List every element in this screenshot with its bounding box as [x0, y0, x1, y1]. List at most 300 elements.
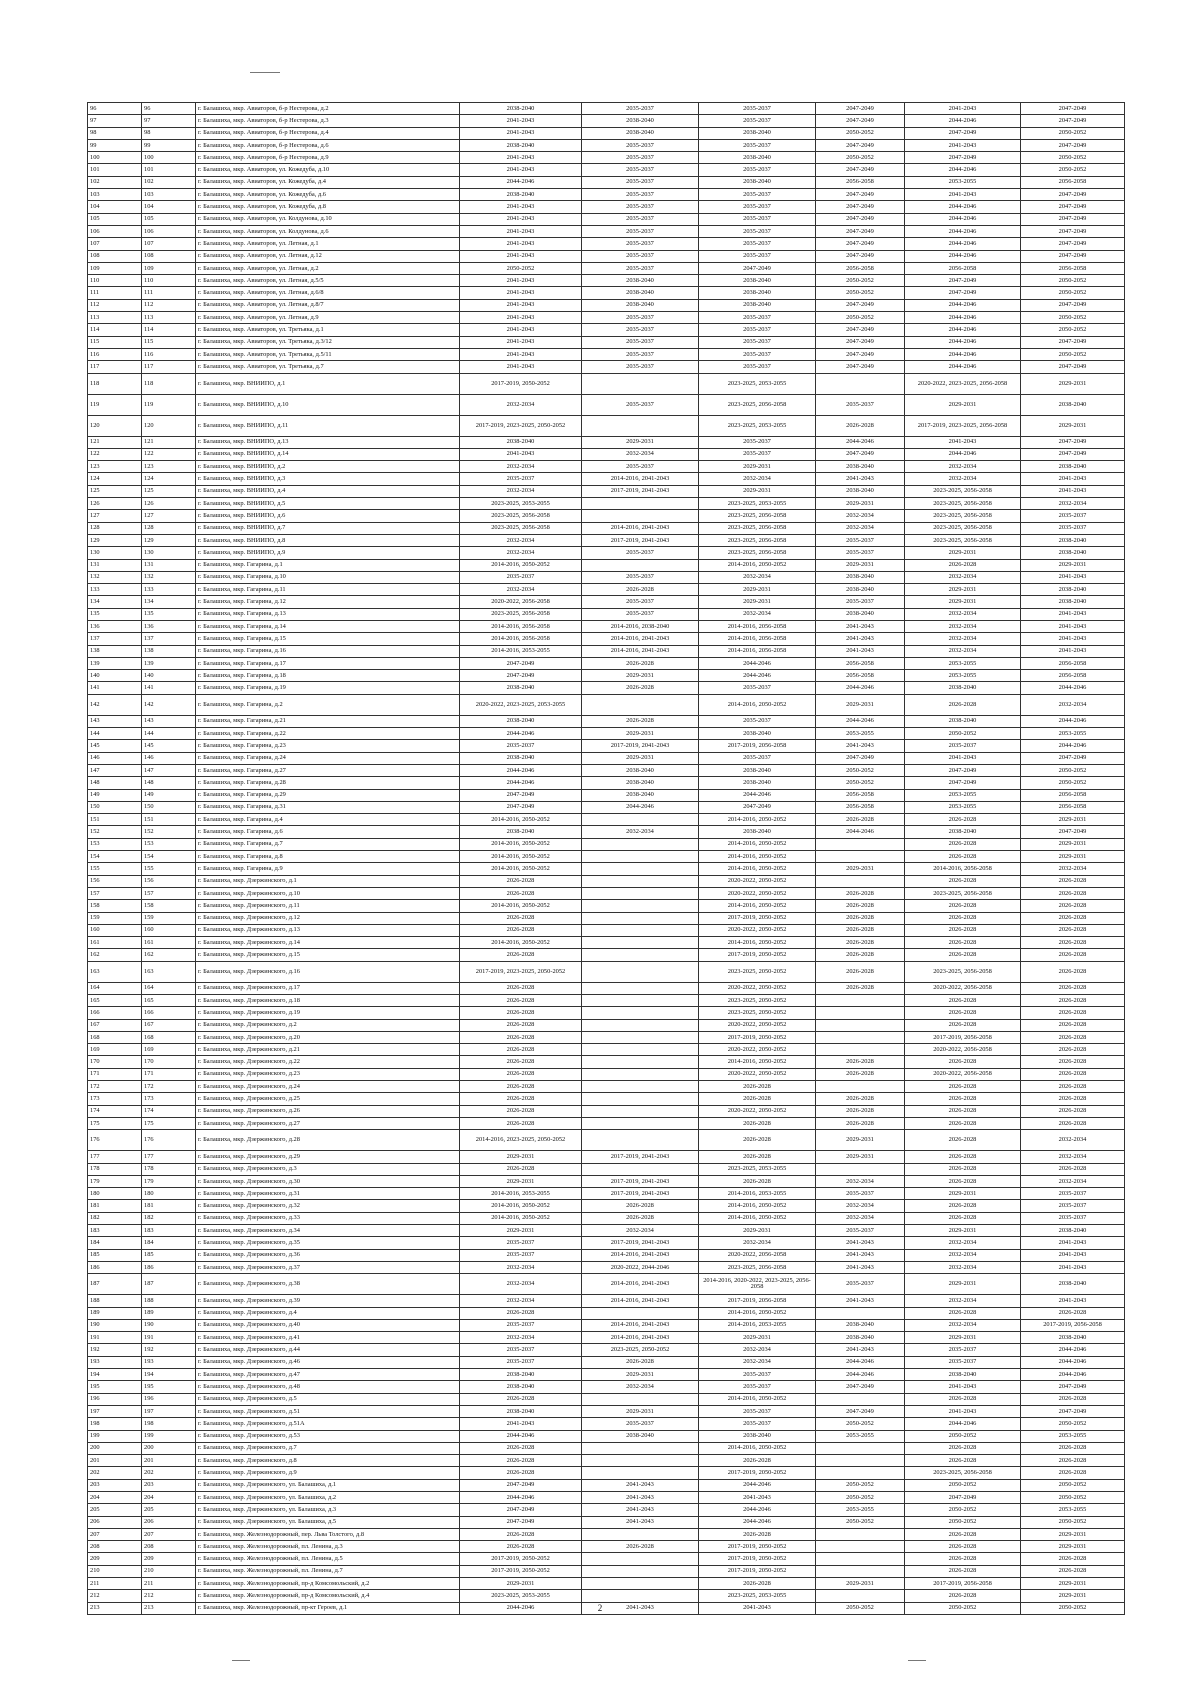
- year-range-cell: 2038-2040: [816, 1319, 905, 1331]
- address-cell: г. Балашиха, мкр. Гагарина, д.22: [196, 728, 460, 740]
- row-number-cell: 140: [88, 670, 142, 682]
- year-range-cell: 2026-2028: [460, 1019, 582, 1031]
- row-number-cell: 196: [142, 1393, 196, 1405]
- table-row: [88, 1019, 1125, 1031]
- year-range-cell: 2038-2040: [699, 127, 816, 139]
- year-range-cell: 2026-2028: [816, 1117, 905, 1129]
- year-range-cell: 2026-2028: [582, 584, 699, 596]
- row-number-cell: 98: [142, 127, 196, 139]
- row-number-cell: 110: [88, 275, 142, 287]
- address-cell: г. Балашиха, мкр. Железнодорожный, пр-кт Героев, д.1: [196, 1602, 460, 1614]
- year-range-cell: 2047-2049: [699, 262, 816, 274]
- table-row: [88, 1249, 1125, 1261]
- year-range-cell: 2014-2016, 2050-2052: [699, 900, 816, 912]
- year-range-cell: 2038-2040: [816, 571, 905, 583]
- table-row: [88, 1225, 1125, 1237]
- address-cell: г. Балашиха, мкр. Дзержинского, д.9: [196, 1467, 460, 1479]
- row-number-cell: 195: [142, 1381, 196, 1393]
- year-range-cell: 2032-2034: [1021, 1130, 1125, 1151]
- year-range-cell: 2035-2037: [582, 596, 699, 608]
- year-range-cell: 2014-2016, 2050-2052: [699, 559, 816, 571]
- address-cell: г. Балашиха, мкр. ВНИИПО, д.13: [196, 436, 460, 448]
- year-range-cell: 2041-2043: [460, 324, 582, 336]
- year-range-cell: 2041-2043: [582, 1491, 699, 1503]
- year-range-cell: 2035-2037: [699, 225, 816, 237]
- year-range-cell: 2044-2046: [460, 1430, 582, 1442]
- year-range-cell: [582, 1455, 699, 1467]
- year-range-cell: 2047-2049: [816, 250, 905, 262]
- address-cell: г. Балашиха, мкр. Гагарина, д.16: [196, 645, 460, 657]
- year-range-cell: 2017-2019, 2041-2043: [582, 740, 699, 752]
- row-number-cell: 99: [88, 139, 142, 151]
- year-range-cell: 2026-2028: [1021, 875, 1125, 887]
- year-range-cell: 2017-2019, 2023-2025, 2056-2058: [905, 415, 1021, 436]
- year-range-cell: [582, 814, 699, 826]
- table-row: [88, 1504, 1125, 1516]
- year-range-cell: [582, 1578, 699, 1590]
- year-range-cell: 2035-2037: [699, 103, 816, 115]
- year-range-cell: 2032-2034: [460, 1274, 582, 1295]
- address-cell: г. Балашиха, мкр. Дзержинского, д.16: [196, 961, 460, 982]
- year-range-cell: 2026-2028: [460, 887, 582, 899]
- year-range-cell: 2035-2037: [699, 682, 816, 694]
- year-range-cell: 2023-2025, 2056-2058: [905, 522, 1021, 534]
- year-range-cell: 2035-2037: [582, 238, 699, 250]
- year-range-cell: 2026-2028: [905, 1307, 1021, 1319]
- table-row: [88, 694, 1125, 715]
- row-number-cell: 124: [142, 473, 196, 485]
- year-range-cell: 2020-2022, 2050-2052: [699, 982, 816, 994]
- year-range-cell: 2026-2028: [460, 1117, 582, 1129]
- row-number-cell: 191: [142, 1332, 196, 1344]
- row-number-cell: 111: [142, 287, 196, 299]
- table-row: [88, 1590, 1125, 1602]
- row-number-cell: 123: [88, 461, 142, 473]
- year-range-cell: 2017-2019, 2041-2043: [582, 534, 699, 546]
- year-range-cell: 2038-2040: [1021, 1274, 1125, 1295]
- year-range-cell: 2014-2016, 2041-2043: [582, 645, 699, 657]
- table-row: [88, 1212, 1125, 1224]
- year-range-cell: 2041-2043: [816, 473, 905, 485]
- year-range-cell: 2047-2049: [816, 1381, 905, 1393]
- year-range-cell: 2035-2037: [699, 139, 816, 151]
- address-cell: г. Балашиха, мкр. Дзержинского, д.31: [196, 1188, 460, 1200]
- year-range-cell: 2050-2052: [1021, 324, 1125, 336]
- row-number-cell: 158: [88, 900, 142, 912]
- year-range-cell: 2020-2022, 2050-2052: [699, 1044, 816, 1056]
- address-cell: г. Балашиха, мкр. Гагарина, д.28: [196, 777, 460, 789]
- year-range-cell: 2038-2040: [460, 436, 582, 448]
- year-range-cell: 2029-2031: [905, 1332, 1021, 1344]
- year-range-cell: 2035-2037: [699, 1405, 816, 1417]
- address-cell: г. Балашиха, мкр. Авиаторов, ул. Колдунова, д.10: [196, 213, 460, 225]
- year-range-cell: 2056-2058: [1021, 670, 1125, 682]
- year-range-cell: 2029-2031: [582, 1405, 699, 1417]
- row-number-cell: 169: [142, 1044, 196, 1056]
- row-number-cell: 148: [142, 777, 196, 789]
- year-range-cell: [582, 1442, 699, 1454]
- year-range-cell: 2038-2040: [1021, 584, 1125, 596]
- row-number-cell: 138: [88, 645, 142, 657]
- year-range-cell: 2026-2028: [1021, 912, 1125, 924]
- table-row: [88, 1031, 1125, 1043]
- year-range-cell: 2047-2049: [905, 1491, 1021, 1503]
- year-range-cell: [816, 1031, 905, 1043]
- year-range-cell: 2047-2049: [460, 670, 582, 682]
- address-cell: г. Балашиха, мкр. Дзержинского, д.19: [196, 1007, 460, 1019]
- year-range-cell: 2029-2031: [699, 1225, 816, 1237]
- year-range-cell: 2035-2037: [582, 152, 699, 164]
- table-row: [88, 1081, 1125, 1093]
- row-number-cell: 179: [142, 1175, 196, 1187]
- row-number-cell: 119: [142, 394, 196, 415]
- year-range-cell: 2026-2028: [905, 559, 1021, 571]
- row-number-cell: 204: [142, 1491, 196, 1503]
- year-range-cell: 2041-2043: [905, 436, 1021, 448]
- year-range-cell: 2050-2052: [816, 1516, 905, 1528]
- year-range-cell: 2026-2028: [905, 1200, 1021, 1212]
- year-range-cell: 2026-2028: [582, 1356, 699, 1368]
- address-cell: г. Балашиха, мкр. Дзержинского, ул. Балашиха, д.5: [196, 1516, 460, 1528]
- year-range-cell: 2038-2040: [582, 764, 699, 776]
- year-range-cell: 2047-2049: [460, 657, 582, 669]
- address-cell: г. Балашиха, мкр. Авиаторов, б-р Нестерова, д.2: [196, 103, 460, 115]
- year-range-cell: 2026-2028: [905, 1019, 1021, 1031]
- year-range-cell: 2026-2028: [905, 875, 1021, 887]
- year-range-cell: 2026-2028: [460, 1442, 582, 1454]
- address-cell: г. Балашиха, мкр. Дзержинского, д.13: [196, 924, 460, 936]
- table-row: [88, 1467, 1125, 1479]
- year-range-cell: 2038-2040: [460, 1405, 582, 1417]
- row-number-cell: 153: [142, 838, 196, 850]
- year-range-cell: 2044-2046: [699, 789, 816, 801]
- table-row: [88, 620, 1125, 632]
- table-row: [88, 189, 1125, 201]
- year-range-cell: 2032-2034: [460, 547, 582, 559]
- year-range-cell: 2023-2025, 2053-2055: [699, 415, 816, 436]
- year-range-cell: 2035-2037: [460, 1249, 582, 1261]
- row-number-cell: 149: [142, 789, 196, 801]
- year-range-cell: 2026-2028: [1021, 1068, 1125, 1080]
- year-range-cell: 2035-2037: [816, 1274, 905, 1295]
- address-cell: г. Балашиха, мкр. Дзержинского, д.46: [196, 1356, 460, 1368]
- row-number-cell: 168: [142, 1031, 196, 1043]
- row-number-cell: 200: [88, 1442, 142, 1454]
- year-range-cell: 2041-2043: [582, 1479, 699, 1491]
- year-range-cell: 2017-2019, 2056-2058: [905, 1031, 1021, 1043]
- row-number-cell: 181: [142, 1200, 196, 1212]
- year-range-cell: 2047-2049: [460, 789, 582, 801]
- year-range-cell: 2035-2037: [1021, 1200, 1125, 1212]
- year-range-cell: 2035-2037: [582, 394, 699, 415]
- year-range-cell: 2026-2028: [1021, 961, 1125, 982]
- row-number-cell: 167: [142, 1019, 196, 1031]
- address-cell: г. Балашиха, мкр. Авиаторов, ул. Кожедуба, д.10: [196, 164, 460, 176]
- year-range-cell: 2047-2049: [816, 213, 905, 225]
- year-range-cell: 2032-2034: [1021, 694, 1125, 715]
- row-number-cell: 141: [142, 682, 196, 694]
- year-range-cell: 2050-2052: [905, 1479, 1021, 1491]
- address-cell: г. Балашиха, мкр. Гагарина, д.1: [196, 559, 460, 571]
- year-range-cell: 2026-2028: [905, 838, 1021, 850]
- table-row: [88, 584, 1125, 596]
- year-range-cell: 2047-2049: [1021, 299, 1125, 311]
- row-number-cell: 190: [142, 1319, 196, 1331]
- year-range-cell: 2038-2040: [1021, 534, 1125, 546]
- address-cell: г. Балашиха, мкр. Гагарина, д.11: [196, 584, 460, 596]
- row-number-cell: 118: [142, 373, 196, 394]
- year-range-cell: 2026-2028: [905, 1081, 1021, 1093]
- year-range-cell: 2041-2043: [1021, 633, 1125, 645]
- table-row: [88, 1393, 1125, 1405]
- year-range-cell: 2026-2028: [905, 949, 1021, 961]
- row-number-cell: 162: [88, 949, 142, 961]
- year-range-cell: 2026-2028: [905, 912, 1021, 924]
- year-range-cell: 2026-2028: [905, 995, 1021, 1007]
- address-cell: г. Балашиха, мкр. Дзержинского, д.38: [196, 1274, 460, 1295]
- row-number-cell: 147: [142, 764, 196, 776]
- table-row: [88, 961, 1125, 982]
- table-row: [88, 225, 1125, 237]
- year-range-cell: 2035-2037: [460, 571, 582, 583]
- year-range-cell: [816, 838, 905, 850]
- year-range-cell: 2026-2028: [460, 1044, 582, 1056]
- year-range-cell: 2032-2034: [816, 1212, 905, 1224]
- address-cell: г. Балашиха, мкр. Дзержинского, д.14: [196, 937, 460, 949]
- table-row: [88, 547, 1125, 559]
- address-cell: г. Балашиха, мкр. Авиаторов, ул. Летная, д.12: [196, 250, 460, 262]
- table-row: [88, 1491, 1125, 1503]
- year-range-cell: 2038-2040: [699, 287, 816, 299]
- year-range-cell: 2020-2022, 2044-2046: [582, 1261, 699, 1273]
- row-number-cell: 191: [88, 1332, 142, 1344]
- year-range-cell: 2026-2028: [1021, 1467, 1125, 1479]
- table-row: [88, 213, 1125, 225]
- year-range-cell: 2026-2028: [582, 1200, 699, 1212]
- row-number-cell: 176: [88, 1130, 142, 1151]
- year-range-cell: 2047-2049: [1021, 115, 1125, 127]
- year-range-cell: 2026-2028: [1021, 887, 1125, 899]
- table-row: [88, 176, 1125, 188]
- year-range-cell: 2041-2043: [460, 275, 582, 287]
- address-cell: г. Балашиха, мкр. Авиаторов, ул. Летная, д.6/8: [196, 287, 460, 299]
- year-range-cell: 2023-2025, 2056-2058: [460, 522, 582, 534]
- address-cell: г. Балашиха, мкр. Дзержинского, д.15: [196, 949, 460, 961]
- year-range-cell: 2023-2025, 2056-2058: [699, 522, 816, 534]
- year-range-cell: 2026-2028: [905, 1163, 1021, 1175]
- year-range-cell: [582, 1307, 699, 1319]
- row-number-cell: 199: [142, 1430, 196, 1442]
- address-cell: г. Балашиха, мкр. Авиаторов, б-р Нестерова, д.3: [196, 115, 460, 127]
- year-range-cell: 2047-2049: [1021, 752, 1125, 764]
- table-row: [88, 1418, 1125, 1430]
- row-number-cell: 107: [142, 238, 196, 250]
- table-row: [88, 838, 1125, 850]
- year-range-cell: 2029-2031: [905, 1274, 1021, 1295]
- year-range-cell: 2032-2034: [460, 1295, 582, 1307]
- year-range-cell: 2038-2040: [905, 826, 1021, 838]
- year-range-cell: 2014-2016, 2050-2052: [699, 863, 816, 875]
- year-range-cell: 2014-2016, 2050-2052: [699, 814, 816, 826]
- row-number-cell: 154: [142, 851, 196, 863]
- row-number-cell: 150: [88, 801, 142, 813]
- year-range-cell: 2023-2025, 2056-2058: [905, 534, 1021, 546]
- year-range-cell: 2044-2046: [905, 250, 1021, 262]
- year-range-cell: [816, 1590, 905, 1602]
- year-range-cell: 2038-2040: [582, 275, 699, 287]
- row-number-cell: 136: [142, 620, 196, 632]
- year-range-cell: [582, 838, 699, 850]
- row-number-cell: 170: [142, 1056, 196, 1068]
- year-range-cell: [816, 1393, 905, 1405]
- year-range-cell: 2050-2052: [816, 1602, 905, 1614]
- year-range-cell: 2035-2037: [582, 250, 699, 262]
- year-range-cell: 2026-2028: [460, 1467, 582, 1479]
- address-cell: г. Балашиха, мкр. Гагарина, д.2: [196, 694, 460, 715]
- year-range-cell: 2041-2043: [905, 1381, 1021, 1393]
- year-range-cell: 2053-2055: [905, 670, 1021, 682]
- year-range-cell: 2047-2049: [816, 238, 905, 250]
- year-range-cell: 2014-2016, 2050-2052: [460, 851, 582, 863]
- row-number-cell: 166: [88, 1007, 142, 1019]
- year-range-cell: 2053-2055: [1021, 728, 1125, 740]
- year-range-cell: 2038-2040: [460, 682, 582, 694]
- year-range-cell: 2026-2028: [582, 1212, 699, 1224]
- table-row: [88, 1319, 1125, 1331]
- year-range-cell: 2023-2025, 2056-2058: [905, 510, 1021, 522]
- year-range-cell: 2026-2028: [816, 949, 905, 961]
- table-row: [88, 982, 1125, 994]
- address-cell: г. Балашиха, мкр. Авиаторов, ул. Летная, д.8/7: [196, 299, 460, 311]
- row-number-cell: 194: [88, 1369, 142, 1381]
- address-cell: г. Балашиха, мкр. Авиаторов, ул. Летная, д.9: [196, 312, 460, 324]
- year-range-cell: 2032-2034: [699, 608, 816, 620]
- table-row: [88, 348, 1125, 360]
- row-number-cell: 153: [88, 838, 142, 850]
- year-range-cell: 2026-2028: [1021, 1044, 1125, 1056]
- year-range-cell: 2026-2028: [816, 1056, 905, 1068]
- year-range-cell: 2023-2025, 2050-2052: [699, 1007, 816, 1019]
- year-range-cell: 2050-2052: [816, 777, 905, 789]
- year-range-cell: 2026-2028: [905, 937, 1021, 949]
- row-number-cell: 181: [88, 1200, 142, 1212]
- row-number-cell: 102: [88, 176, 142, 188]
- year-range-cell: 2050-2052: [816, 1418, 905, 1430]
- address-cell: г. Балашиха, мкр. ВНИИПО, д.5: [196, 498, 460, 510]
- year-range-cell: 2017-2019, 2041-2043: [582, 1151, 699, 1163]
- year-range-cell: 2041-2043: [699, 1491, 816, 1503]
- year-range-cell: 2029-2031: [816, 863, 905, 875]
- year-range-cell: 2014-2016, 2050-2052: [460, 1212, 582, 1224]
- year-range-cell: [582, 1068, 699, 1080]
- year-range-cell: 2026-2028: [905, 1541, 1021, 1553]
- year-range-cell: [582, 1393, 699, 1405]
- year-range-cell: 2032-2034: [816, 510, 905, 522]
- table-row: [88, 1044, 1125, 1056]
- year-range-cell: 2032-2034: [460, 461, 582, 473]
- table-row: [88, 1442, 1125, 1454]
- year-range-cell: 2044-2046: [816, 826, 905, 838]
- year-range-cell: 2026-2028: [1021, 1031, 1125, 1043]
- row-number-cell: 129: [88, 534, 142, 546]
- year-range-cell: 2047-2049: [1021, 139, 1125, 151]
- row-number-cell: 187: [88, 1274, 142, 1295]
- row-number-cell: 164: [142, 982, 196, 994]
- address-cell: г. Балашиха, мкр. ВНИИПО, д.1: [196, 373, 460, 394]
- year-range-cell: 2026-2028: [1021, 1442, 1125, 1454]
- year-range-cell: 2038-2040: [460, 189, 582, 201]
- year-range-cell: 2032-2034: [699, 1356, 816, 1368]
- year-range-cell: 2050-2052: [1021, 287, 1125, 299]
- table-row: [88, 1163, 1125, 1175]
- year-range-cell: 2026-2028: [1021, 1093, 1125, 1105]
- year-range-cell: 2050-2052: [1021, 312, 1125, 324]
- year-range-cell: 2014-2016, 2020-2022, 2023-2025, 2056-2058: [699, 1274, 816, 1295]
- table-row: [88, 1479, 1125, 1491]
- year-range-cell: 2056-2058: [1021, 657, 1125, 669]
- year-range-cell: 2014-2016, 2041-2043: [582, 1274, 699, 1295]
- year-range-cell: 2038-2040: [582, 127, 699, 139]
- year-range-cell: [582, 1105, 699, 1117]
- address-cell: г. Балашиха, мкр. Дзержинского, д.2: [196, 1019, 460, 1031]
- row-number-cell: 190: [88, 1319, 142, 1331]
- row-number-cell: 164: [88, 982, 142, 994]
- year-range-cell: 2032-2034: [699, 1237, 816, 1249]
- table-row: [88, 1369, 1125, 1381]
- year-range-cell: 2029-2031: [905, 584, 1021, 596]
- year-range-cell: 2050-2052: [1021, 777, 1125, 789]
- year-range-cell: 2014-2016, 2050-2052: [460, 937, 582, 949]
- year-range-cell: 2044-2046: [816, 715, 905, 727]
- year-range-cell: [582, 982, 699, 994]
- row-number-cell: 139: [88, 657, 142, 669]
- year-range-cell: 2041-2043: [905, 189, 1021, 201]
- year-range-cell: 2038-2040: [460, 103, 582, 115]
- year-range-cell: 2047-2049: [816, 448, 905, 460]
- year-range-cell: 2014-2016, 2056-2058: [699, 633, 816, 645]
- table-row: [88, 571, 1125, 583]
- row-number-cell: 194: [142, 1369, 196, 1381]
- row-number-cell: 112: [88, 299, 142, 311]
- address-cell: г. Балашиха, мкр. Дзержинского, д.28: [196, 1130, 460, 1151]
- scan-mark: [908, 1660, 926, 1661]
- year-range-cell: 2038-2040: [582, 1430, 699, 1442]
- year-range-cell: 2047-2049: [905, 287, 1021, 299]
- row-number-cell: 151: [142, 814, 196, 826]
- row-number-cell: 183: [88, 1225, 142, 1237]
- address-cell: г. Балашиха, мкр. Гагарина, д.24: [196, 752, 460, 764]
- year-range-cell: 2044-2046: [816, 682, 905, 694]
- year-range-cell: 2047-2049: [1021, 436, 1125, 448]
- year-range-cell: 2026-2028: [816, 1105, 905, 1117]
- year-range-cell: 2032-2034: [905, 1249, 1021, 1261]
- year-range-cell: 2047-2049: [905, 777, 1021, 789]
- year-range-cell: [816, 995, 905, 1007]
- year-range-cell: 2032-2034: [460, 584, 582, 596]
- year-range-cell: 2047-2049: [1021, 238, 1125, 250]
- year-range-cell: 2029-2031: [699, 485, 816, 497]
- row-number-cell: 163: [142, 961, 196, 982]
- year-range-cell: 2041-2043: [816, 1237, 905, 1249]
- year-range-cell: 2023-2025, 2056-2058: [905, 498, 1021, 510]
- row-number-cell: 145: [88, 740, 142, 752]
- year-range-cell: 2050-2052: [460, 262, 582, 274]
- year-range-cell: 2038-2040: [460, 1381, 582, 1393]
- year-range-cell: 2029-2031: [816, 1130, 905, 1151]
- year-range-cell: 2014-2016, 2050-2052: [699, 1307, 816, 1319]
- table-row: [88, 851, 1125, 863]
- year-range-cell: 2047-2049: [816, 139, 905, 151]
